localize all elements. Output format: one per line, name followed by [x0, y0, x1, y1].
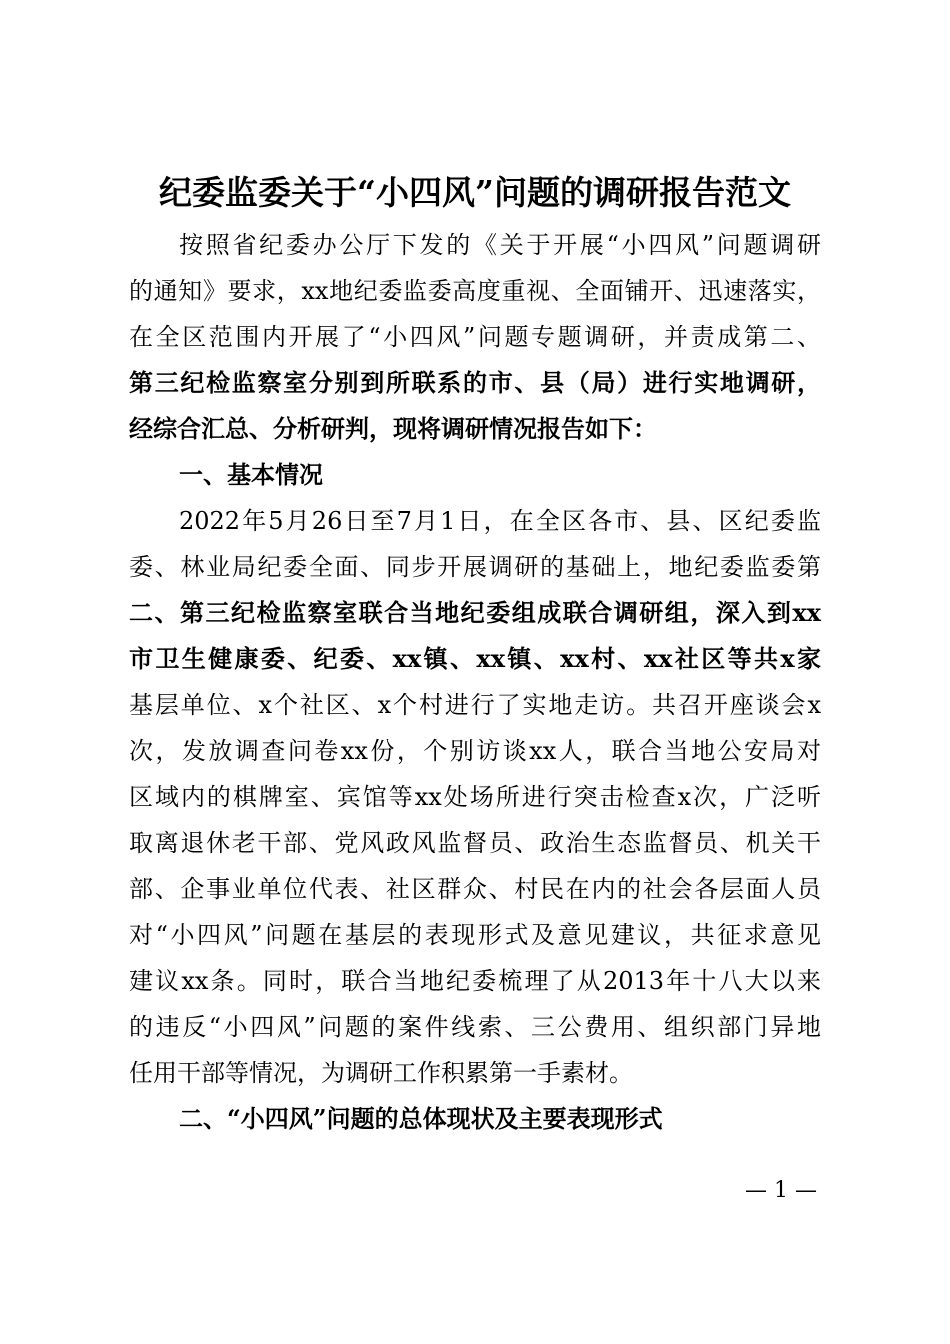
intro-line: 在全区范围内开展了“小四风”问题专题调研，并责成第二、: [129, 323, 821, 351]
body-line: 取离退休老干部、党风政风监督员、政治生态监督员、机关干: [129, 829, 821, 857]
intro-line: 第三纪检监察室分别到所联系的市、县（局）进行实地调研，: [129, 368, 821, 397]
intro-line: 的通知》要求，xx地纪委监委高度重视、全面铺开、迅速落实，: [129, 277, 821, 305]
section-heading-basic: 一、基本情况: [179, 460, 323, 489]
body-line: 的违反“小四风”问题的案件线索、三公费用、组织部门异地: [129, 1013, 821, 1041]
body-line: 对“小四风”问题在基层的表现形式及意见建议，共征求意见: [129, 921, 821, 949]
body-line: 次，发放调查问卷xx份，个别访谈xx人，联合当地公安局对: [129, 737, 821, 765]
page-number: — 1 —: [745, 1178, 817, 1203]
body-line: 任用干部等情况，为调研工作积累第一手素材。: [129, 1059, 633, 1087]
body-line: 基层单位、x个社区、x个村进行了实地走访。共召开座谈会x: [129, 691, 821, 719]
body-line: 委、林业局纪委全面、同步开展调研的基础上，地纪委监委第: [129, 553, 821, 581]
section-heading-status: 二、“小四风”问题的总体现状及主要表现形式: [179, 1104, 663, 1133]
body-line: 市卫生健康委、纪委、xx镇、xx镇、xx村、xx社区等共x家: [129, 644, 821, 673]
body-line: 二、第三纪检监察室联合当地纪委组成联合调研组，深入到xx: [129, 598, 821, 627]
body-line: 建议xx条。同时，联合当地纪委梳理了从2013年十八大以来: [129, 967, 821, 995]
document-title: 纪委监委关于“小四风”问题的调研报告范文: [159, 173, 791, 212]
body-line: 2022年5月26日至7月1日，在全区各市、县、区纪委监: [179, 507, 821, 535]
body-line: 部、企事业单位代表、社区群众、村民在内的社会各层面人员: [129, 875, 821, 903]
body-line: 区域内的棋牌室、宾馆等xx处场所进行突击检查x次，广泛听: [129, 783, 821, 811]
intro-line: 按照省纪委办公厅下发的《关于开展“小四风”问题调研: [179, 231, 821, 259]
intro-line: 经综合汇总、分析研判，现将调研情况报告如下：: [129, 414, 657, 443]
